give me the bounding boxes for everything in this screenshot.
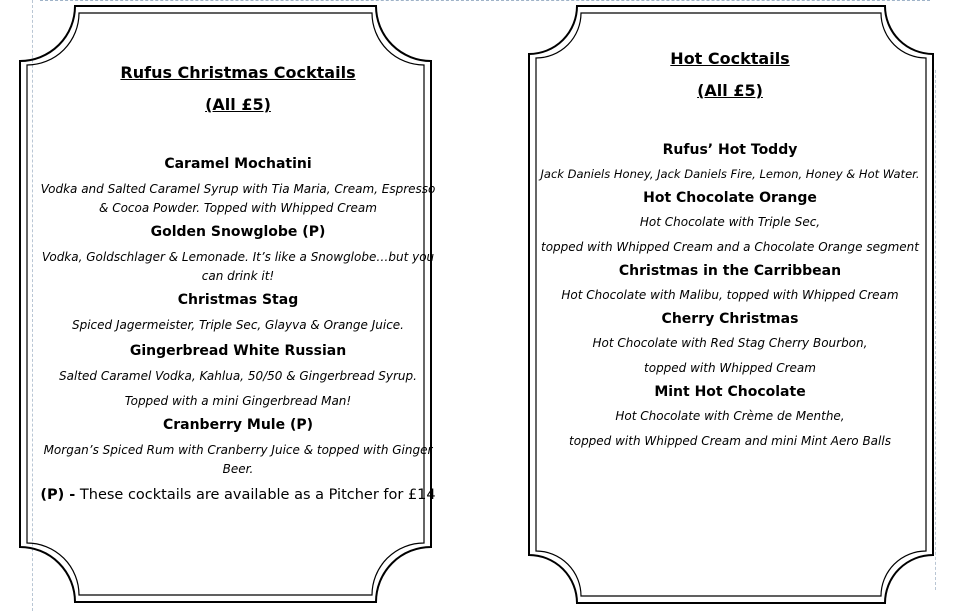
item-name: Golden Snowglobe (P) xyxy=(150,224,326,240)
footnote-text: These cocktails are available as a Pitcher for £14 xyxy=(75,487,436,503)
item-description: can drink it! xyxy=(201,269,275,283)
item-name: Mint Hot Chocolate xyxy=(654,384,806,400)
item-name: Christmas in the Carribbean xyxy=(618,263,842,279)
item-description: topped with Whipped Cream and mini Mint Aero Balls xyxy=(569,434,891,448)
menu-title: Rufus Christmas Cocktails xyxy=(120,63,356,82)
price-note: (All £5) xyxy=(697,81,763,100)
item-description: Vodka, Goldschlager & Lemonade. It’s like a Snowglobe…but you xyxy=(41,250,435,264)
item-name: Gingerbread White Russian xyxy=(129,343,347,359)
christmas-cocktails-menu xyxy=(30,58,446,503)
item-name: Rufus’ Hot Toddy xyxy=(662,142,798,158)
item-description: topped with Whipped Cream xyxy=(644,361,816,375)
item-description: Jack Daniels Honey, Jack Daniels Fire, Lemon, Honey & Hot Water. xyxy=(540,167,920,181)
item-description: Hot Chocolate with Malibu, topped with Whipped Cream xyxy=(561,288,899,302)
item-description: Beer. xyxy=(222,462,254,476)
footnote-key: (P) - xyxy=(40,487,76,503)
price-note: (All £5) xyxy=(205,95,271,114)
item-description: Hot Chocolate with Red Stag Cherry Bourbon, xyxy=(592,336,868,350)
item-name: Caramel Mochatini xyxy=(164,156,312,172)
item-description: Topped with a mini Gingerbread Man! xyxy=(124,394,352,408)
item-description: topped with Whipped Cream and a Chocolate Orange segment xyxy=(541,240,919,254)
item-description: Hot Chocolate with Crème de Menthe, xyxy=(615,409,845,423)
item-description: & Cocoa Powder. Topped with Whipped Cream xyxy=(99,201,377,215)
item-name: Cranberry Mule (P) xyxy=(162,417,314,433)
item-description: Salted Caramel Vodka, Kahlua, 50/50 & Gingerbread Syrup. xyxy=(59,369,417,383)
item-name: Cherry Christmas xyxy=(661,311,799,327)
hot-cocktails-menu xyxy=(522,44,938,451)
menu-title: Hot Cocktails xyxy=(670,49,790,68)
item-description: Spiced Jagermeister, Triple Sec, Glayva & Orange Juice. xyxy=(71,318,404,332)
pitcher-footnote xyxy=(30,487,446,503)
item-description: Morgan’s Spiced Rum with Cranberry Juice & topped with Ginger xyxy=(43,443,433,457)
item-description: Vodka and Salted Caramel Syrup with Tia Maria, Cream, Espresso xyxy=(40,182,436,196)
item-name: Hot Chocolate Orange xyxy=(643,190,817,206)
item-name: Christmas Stag xyxy=(177,292,299,308)
item-description: Hot Chocolate with Triple Sec, xyxy=(639,215,821,229)
